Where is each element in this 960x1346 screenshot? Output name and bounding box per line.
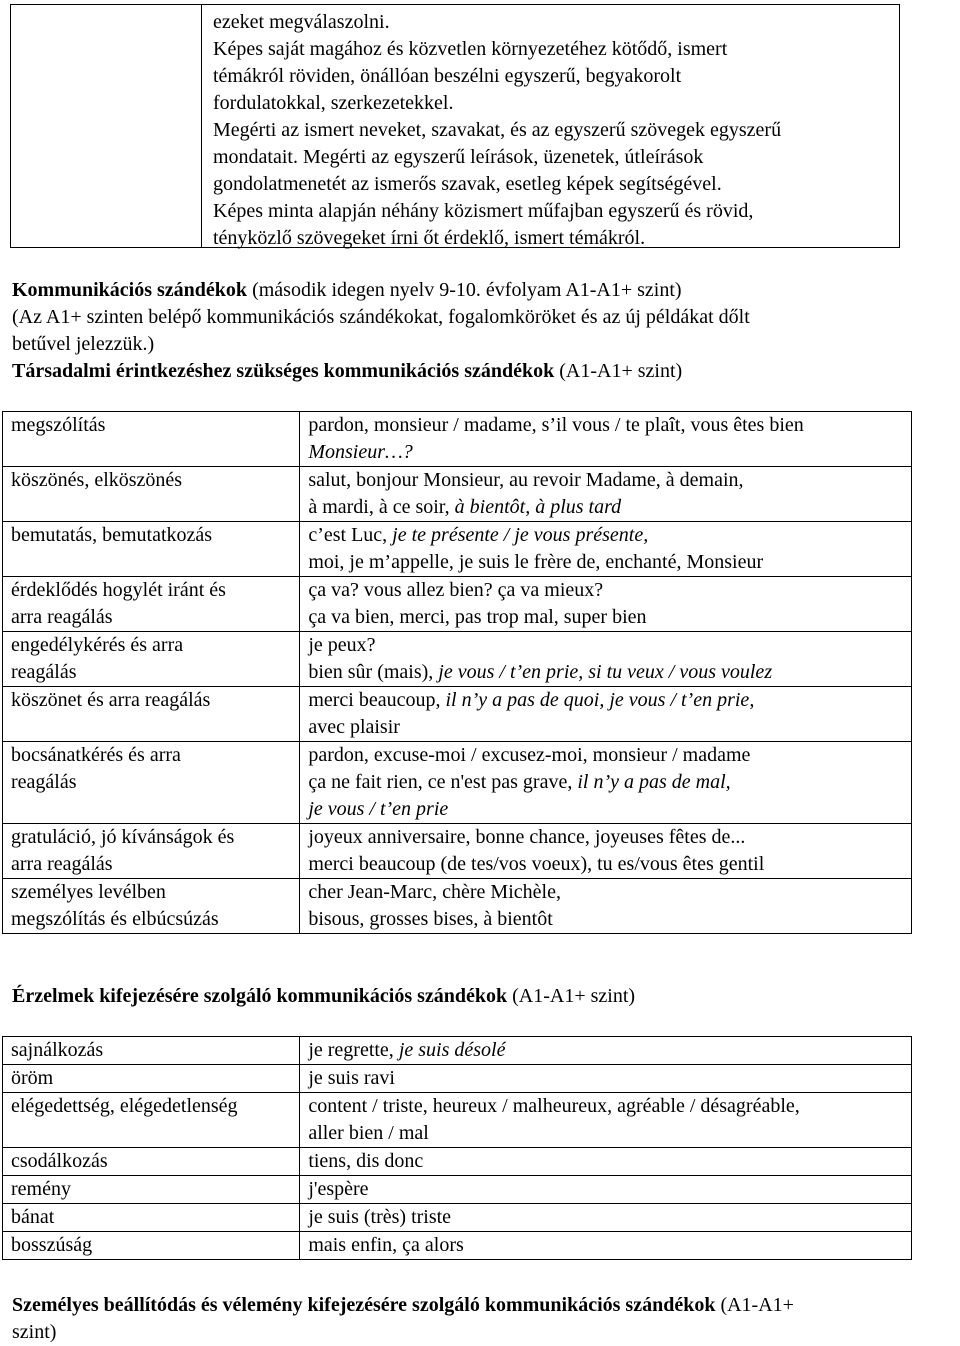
example-cell [300,1037,912,1065]
example-line [308,549,903,576]
intent-label: bemutatás, bemutatkozás [11,524,213,546]
example-line [308,906,903,933]
social-intents-table [2,411,912,934]
intent-cell [3,824,300,879]
example-text: ça va? vous allez bien? ça va mieux? [308,579,604,601]
example-text: ça va bien, merci, pas trop mal, super bien [308,606,647,628]
table-row [3,1065,912,1093]
example-text: je suis ravi [308,1067,395,1089]
example-line [308,851,903,878]
example-text: avec plaisir [308,716,400,738]
table-row [3,412,912,467]
example-text: je vous / t’en prie, si tu veux / vous voulez [438,661,773,683]
example-text: bien sûr (mais), [308,661,439,683]
section2-heading-bold: Érzelmek kifejezésére szolgáló kommunikációs szándékok [12,985,508,1007]
example-text: Monsieur…? [308,441,413,463]
top-box-line: Képes saját magához és közvetlen környezetéhez kötődő, ismert [213,38,728,60]
example-text: bisous, grosses bises, à bientôt [308,908,553,930]
example-cell [300,742,912,824]
example-text: il n’y a pas de quoi, je vous / t’en prie, [445,689,755,711]
example-line [308,1232,903,1259]
example-text: moi, je m’appelle, je suis le frère de, enchanté, Monsieur [308,551,764,573]
top-box-line: fordulatokkal, szerkezetekkel. [213,92,454,114]
top-box-line: ezeket megválaszolni. [213,11,390,33]
example-line [308,439,903,466]
section3-heading-rest: (A1-A1+ [715,1294,794,1316]
table-row [3,687,912,742]
example-line [308,687,903,714]
table-row [3,577,912,632]
example-line [308,1065,903,1092]
intent-label: bosszúság [11,1234,93,1256]
intent-cell [3,742,300,824]
section2-heading [12,983,942,1010]
table-row [3,1176,912,1204]
top-box-line: Képes minta alapján néhány közismert műfajban egyszerű és rövid, [213,200,754,222]
example-cell [300,1204,912,1232]
example-cell [300,1065,912,1093]
example-text: pardon, monsieur / madame, s’il vous / te plaît, vous êtes bien [308,414,804,436]
top-box-line: tényközlő szövegeket írni őt érdeklő, ismert témákról. [213,227,646,249]
intent-label: arra reagálás [11,853,113,875]
intent-cell [3,632,300,687]
example-text: merci beaucoup (de tes/vos voeux), tu es/vous êtes gentil [308,853,765,875]
example-text: mais enfin, ça alors [308,1234,464,1256]
example-line [308,494,903,521]
intent-cell [3,1037,300,1065]
example-line [308,604,903,631]
intent-label: elégedettség, elégedetlenség [11,1095,238,1117]
example-text: à bientôt, à plus tard [454,496,622,518]
intent-label: arra reagálás [11,606,113,628]
intent-label: személyes levélben [11,881,166,903]
table-row [3,1204,912,1232]
intent-cell [3,412,300,467]
example-line [308,412,903,439]
section1-heading-bold: Társadalmi érintkezéshez szükséges kommunikációs szándékok [12,360,555,382]
intent-cell [3,1093,300,1148]
example-line [308,577,903,604]
emotion-intents-table [2,1036,912,1260]
section3-heading-bold: Személyes beállítódás és vélemény kifejezésére szolgáló kommunikációs szándékok [12,1294,716,1316]
example-text: je regrette, [308,1039,399,1061]
example-text: content / triste, heureux / malheureux, agréable / désagréable, [308,1095,800,1117]
example-text: salut, bonjour Monsieur, au revoir Madame, à demain, [308,469,744,491]
note-line-1: (Az A1+ szinten belépő kommunikációs szándékokat, fogalomköröket és az új példákat dőlt [12,306,750,328]
section1-heading [12,358,942,385]
example-cell [300,577,912,632]
intent-cell [3,522,300,577]
intent-cell [3,1204,300,1232]
example-line [308,714,903,741]
example-line [308,879,903,906]
example-line [308,467,903,494]
top-box-line: gondolatmenetét az ismerős szavak, esetleg képek segítségével. [213,173,722,195]
example-text: aller bien / mal [308,1122,429,1144]
section1-heading-rest: (A1-A1+ szint) [554,360,683,382]
example-text: c’est Luc, [308,524,393,546]
example-cell [300,1093,912,1148]
top-box-text [213,9,893,252]
example-text: à mardi, à ce soir, [308,496,455,518]
example-text: je vous / t’en prie [308,798,449,820]
heading-block [12,277,942,385]
top-box-line: mondatait. Megérti az egyszerű leírások, üzenetek, útleírások [213,146,704,168]
table-row [3,467,912,522]
table-row [3,1037,912,1065]
example-line [308,742,903,769]
table-row [3,522,912,577]
intent-cell [3,467,300,522]
intent-label: köszönés, elköszönés [11,469,183,491]
example-cell [300,1148,912,1176]
example-cell [300,824,912,879]
top-box-divider [201,5,202,247]
intent-label: engedélykérés és arra [11,634,184,656]
intent-label: remény [11,1178,71,1200]
example-line [308,1148,903,1175]
intent-label: érdeklődés hogylét iránt és [11,579,226,601]
table-row [3,632,912,687]
main-heading-bold: Kommunikációs szándékok [12,279,248,301]
section3-heading-line2: szint) [12,1321,57,1343]
example-cell [300,467,912,522]
example-text: je peux? [308,634,376,656]
example-cell [300,632,912,687]
table-row [3,1148,912,1176]
example-text: je te présente / je vous présente, [392,524,649,546]
intent-label: reagálás [11,661,77,683]
intent-label: öröm [11,1067,54,1089]
example-line [308,824,903,851]
example-line [308,1204,903,1231]
example-line [308,1120,903,1147]
intent-cell [3,1176,300,1204]
example-line [308,1176,903,1203]
intent-cell [3,687,300,742]
section3-heading [12,1292,942,1346]
example-line [308,796,903,823]
top-box-line: Megérti az ismert neveket, szavakat, és az egyszerű szövegek egyszerű [213,119,782,141]
example-line [308,632,903,659]
example-text: j'espère [308,1178,369,1200]
example-cell [300,1176,912,1204]
example-text: il n’y a pas de mal, [577,771,731,793]
top-box-line: témákról röviden, önállóan beszélni egyszerű, begyakorolt [213,65,682,87]
example-line [308,522,903,549]
intent-cell [3,879,300,934]
intent-label: bocsánatkérés és arra [11,744,181,766]
intent-cell [3,1232,300,1260]
example-line [308,769,903,796]
intent-label: reagálás [11,771,77,793]
example-text: joyeux anniversaire, bonne chance, joyeuses fêtes de... [308,826,746,848]
intent-label: megszólítás és elbúcsúzás [11,908,219,930]
example-line [308,1037,903,1064]
example-cell [300,412,912,467]
example-cell [300,1232,912,1260]
table-row [3,879,912,934]
table-row [3,1093,912,1148]
intent-label: csodálkozás [11,1150,108,1172]
example-text: tiens, dis donc [308,1150,424,1172]
intent-label: sajnálkozás [11,1039,104,1061]
example-cell [300,879,912,934]
example-text: ça ne fait rien, ce n'est pas grave, [308,771,578,793]
example-line [308,659,903,686]
section2-heading-rest: (A1-A1+ szint) [507,985,636,1007]
table-row [3,824,912,879]
intent-label: bánat [11,1206,55,1228]
intent-cell [3,1065,300,1093]
main-heading [12,277,942,304]
example-text: cher Jean-Marc, chère Michèle, [308,881,561,903]
intent-label: gratuláció, jó kívánságok és [11,826,235,848]
intent-cell [3,577,300,632]
example-text: je suis (très) triste [308,1206,452,1228]
intent-label: megszólítás [11,414,106,436]
intent-cell [3,1148,300,1176]
top-box [10,4,900,248]
table-row [3,742,912,824]
intent-label: köszönet és arra reagálás [11,689,211,711]
note-line-2: betűvel jelezzük.) [12,333,155,355]
example-line [308,1093,903,1120]
main-heading-rest: (második idegen nyelv 9-10. évfolyam A1-A1+ szint) [247,279,682,301]
example-text: pardon, excuse-moi / excusez-moi, monsieur / madame [308,744,751,766]
table-row [3,1232,912,1260]
example-text: merci beaucoup, [308,689,446,711]
example-cell [300,522,912,577]
example-text: je suis désolé [398,1039,506,1061]
example-cell [300,687,912,742]
